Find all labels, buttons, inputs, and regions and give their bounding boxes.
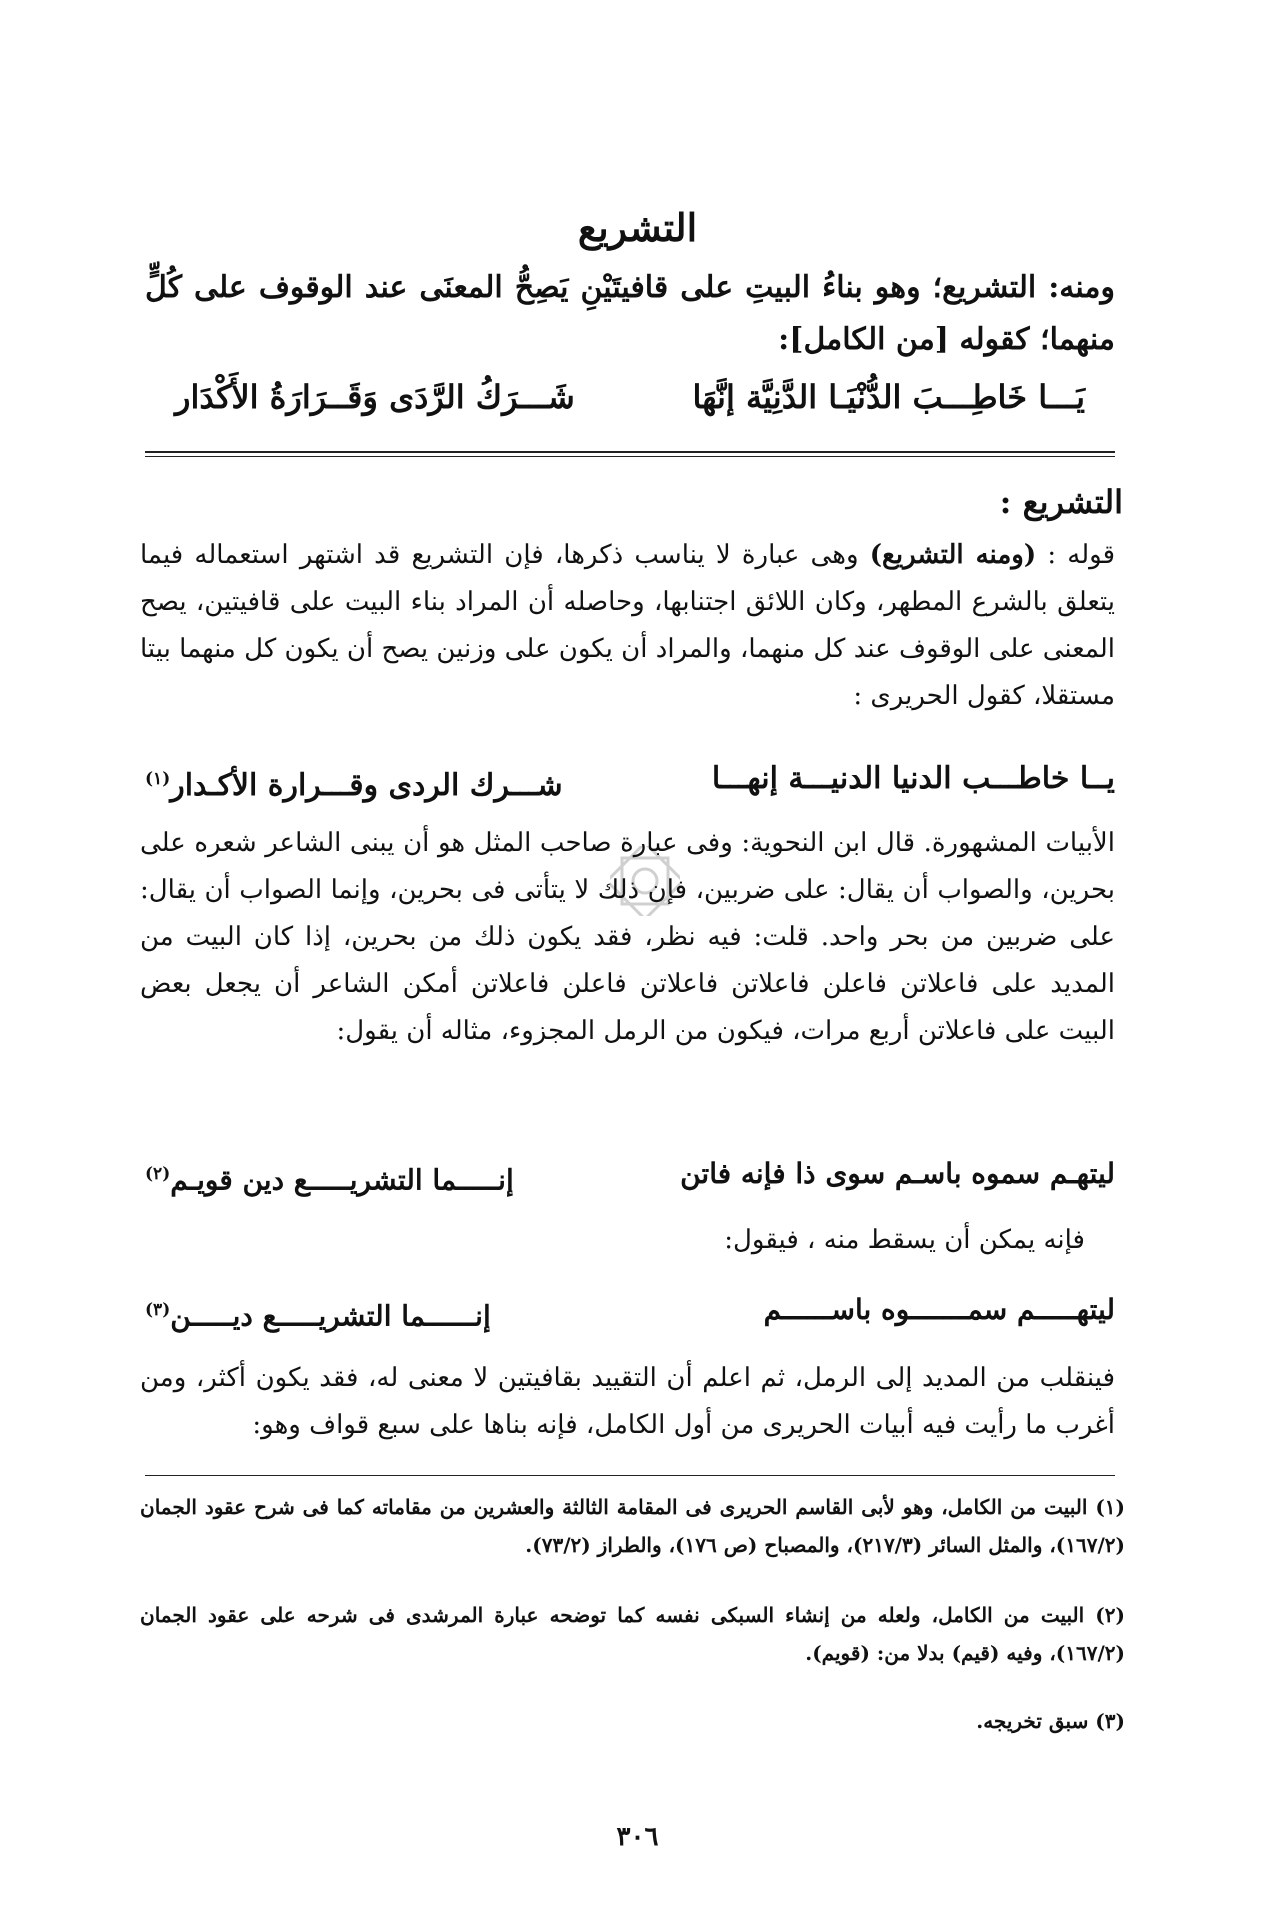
- matn-verse: [145, 370, 1115, 424]
- verse-second-hemistich: [145, 752, 563, 813]
- footnote-marker: (١): [145, 769, 171, 789]
- matn-text: ومنه: التشريع؛ وهو بناءُ البيتِ على قافيتَيْنِ يَصِحُّ المعنَى عند الوقوف على كُلٍّ منهما؛ كقوله [من الكامل]:: [145, 270, 1115, 357]
- commentary-paragraph-3: فإنه يمكن أن يسقط منه ، فيقول:: [724, 1225, 1085, 1255]
- verse-first-hemistich: ليتهـم سموه باسـم سوى ذا فإنه فاتن: [680, 1157, 1115, 1190]
- commentary-paragraph-4: فينقلب من المديد إلى الرمل، ثم اعلم أن التقييد بقافيتين لا معنى له، فقد يكون أكثر، ومن أغرب ما رأيت فيه أبيات الحريرى من أول الكامل، فإنه بناها على سبع قواف وهو:: [140, 1363, 1115, 1440]
- footnote-2: (٢) البيت من الكامل، ولعله من إنشاء السبكى نفسه كما توضحه عبارة المرشدى فى شرحه على عقود الجمان (١٦٧/٢)، وفيه (قيم) بدلا من: (قويم).: [140, 1603, 1125, 1665]
- verse-second-text: إنـــــما التشريـــــع دين قويـم: [170, 1163, 514, 1197]
- paragraph-text: وهى عبارة لا يناسب ذكرها، فإن التشريع قد اشتهر استعماله فيما يتعلق بالشرع المطهر، وكان اللائق اجتنابها، وحاصله أن المراد بناء البيت على قافيتين، يصح المعنى على الوقوف عند كل منهما، والمراد أن يكون على وزنين يصح أن يكون كل منهما بيتا مستقلا، كقول الحريرى :: [140, 540, 1115, 711]
- verse-first-hemistich: يــا خاطـــب الدنيا الدنيـــة إنهـــا: [711, 761, 1115, 796]
- verse-second-hemistich: [145, 1148, 514, 1206]
- verse-second-text: إنــــــما التشريـــــع ديـــــن: [170, 1299, 491, 1333]
- page-number: ٣٠٦: [616, 1822, 659, 1852]
- paragraph-intro: قوله :: [1036, 540, 1115, 570]
- verse-second-hemistich: [145, 1284, 491, 1342]
- quoted-phrase: (ومنه التشريع): [869, 540, 1037, 570]
- footnote-1: (١) البيت من الكامل، وهو لأبى القاسم الحريرى فى المقامة الثالثة والعشرين من مقاماته كما فى شرح عقود الجمان (١٦٧/٢)، والمثل السائر (٢١٧/٣)، والمصباح (ص ١٧٦)، والطراز (٧٣/٢).: [140, 1495, 1125, 1557]
- footnote-divider: [145, 1475, 1115, 1476]
- library-watermark-icon: [610, 846, 680, 916]
- commentary-heading: التشريع :: [999, 483, 1123, 521]
- verse-first-hemistich: يَـــا خَاطِـــبَ الدُّنْيَـا الدَّنِيَّة إنَّهَا: [692, 378, 1085, 416]
- footnote-marker: (٣): [145, 1300, 171, 1320]
- section-divider: [145, 451, 1115, 457]
- verse-first-hemistich: ليتهـــــم سمـــــــوه باســــــم: [763, 1293, 1115, 1326]
- footnote-3: (٣) سبق تخريجه.: [976, 1709, 1125, 1733]
- commentary-paragraph-2: الأبيات المشهورة. قال ابن النحوية: وفى عبارة صاحب المثل هو أن يبنى الشاعر شعره على بحرين، والصواب أن يقال: على ضربين، فإن ذلك لا يتأتى فى بحرين، وإنما الصواب أن يقال: على ضربين من بحر واحد. قلت: فيه نظر، فقد يكون ذلك من بحرين، إذا كان البيت من المديد على فاعلاتن فاعلن فاعلاتن فاعلاتن فاعلن فاعلاتن أمكن الشاعر أن يجعل بعض البيت على فاعلاتن أربع مرات، فيكون من الرمل المجزوء، مثاله أن يقول:: [140, 828, 1115, 1046]
- commentary-paragraph-1: [140, 532, 1115, 720]
- commentary-verse-3: [145, 1284, 1115, 1338]
- commentary-verse-1: [145, 752, 1115, 806]
- footnote-marker: (٢): [145, 1164, 171, 1184]
- commentary-verse-2: [145, 1148, 1115, 1202]
- verse-second-hemistich: شَـــرَكُ الرَّدَى وَقَــرَارَةُ الأَكْدَار: [175, 378, 575, 416]
- verse-second-text: شـــرك الردى وقـــرارة الأكـدار: [170, 768, 563, 803]
- page-title: التشريع: [577, 205, 698, 250]
